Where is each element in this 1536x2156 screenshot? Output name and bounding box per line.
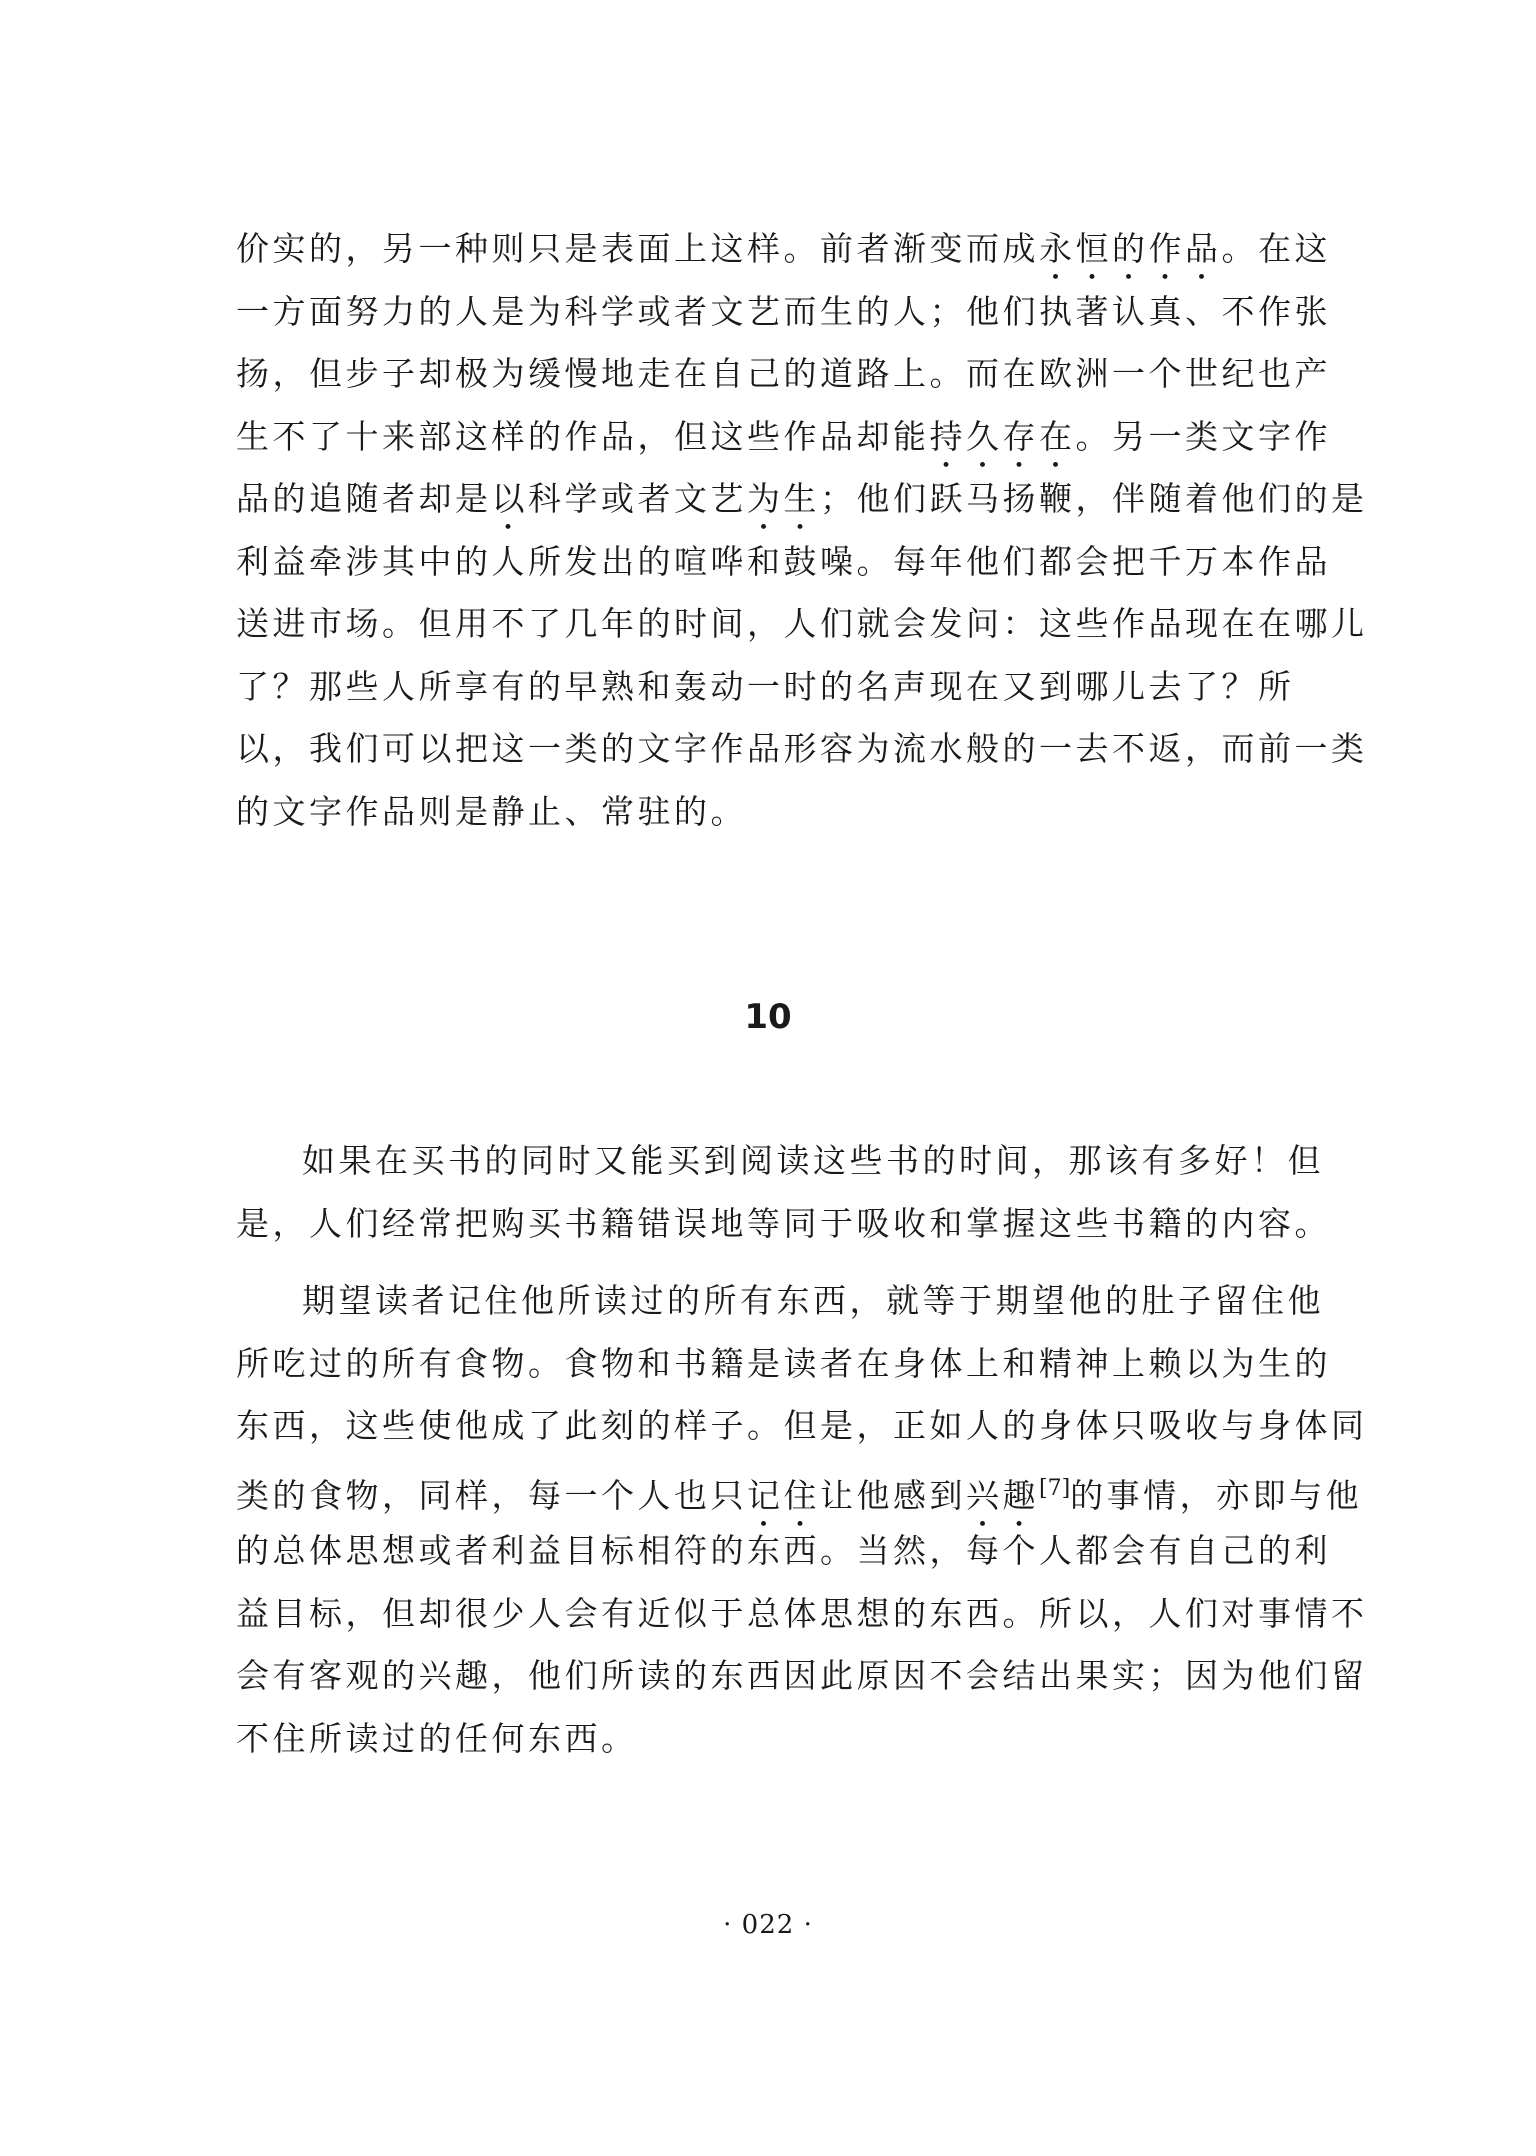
text-line: 一方面努力的人是为科学或者文艺而生的人；他们执著认真、不作张 xyxy=(236,291,1331,331)
text-line: 期望读者记住他所读过的所有东西，就等于期望他的肚子留住他 xyxy=(302,1281,1324,1320)
text-line: 以，我们可以把这一类的文字作品形容为流水般的一去不返，而前一类 xyxy=(236,729,1368,768)
text-run: 科学或者文艺 xyxy=(528,479,747,518)
text-line: 东西，这些使他成了此刻的样子。但是，正如人的身体只吸收与身体同 xyxy=(236,1406,1368,1445)
text-line: 益目标，但却很少人会有近似于总体思想的东西。所以，人们对事情不 xyxy=(236,1593,1368,1633)
text-line: 不住所读过的任何东西。 xyxy=(236,1718,638,1758)
text-line xyxy=(236,406,1331,469)
text-line xyxy=(236,468,1368,531)
section-number: 10 xyxy=(744,997,792,1037)
text-line: 送进市场。但用不了几年的时间，人们就会发问：这些作品现在在哪儿 xyxy=(236,604,1368,643)
emphasized-text: 永恒的作品 xyxy=(1039,229,1222,268)
text-run: 。另一类文字作 xyxy=(1075,416,1331,456)
text-run: 生不了十来部这样的作品，但这些作品却能 xyxy=(236,416,930,456)
text-line xyxy=(236,1458,1363,1521)
text-run: 品的追随者却是 xyxy=(236,479,492,518)
text-run: 让他感到 xyxy=(820,1475,966,1515)
text-run: ；他们跃马扬鞭，伴随着他们的是 xyxy=(820,479,1368,518)
text-line: 利益牵涉其中的人所发出的喧哗和鼓噪。每年他们都会把千万本作品 xyxy=(236,541,1331,581)
text-line: 是，人们经常把购买书籍错误地等同于吸收和掌握这些书籍的内容。 xyxy=(236,1203,1331,1243)
emphasized-text: 兴趣 xyxy=(966,1475,1039,1515)
emphasized-text: 持久存在 xyxy=(929,416,1076,456)
emphasized-text: 记住 xyxy=(747,1475,820,1515)
text-line: 扬，但步子却极为缓慢地走在自己的道路上。而在欧洲一个世纪也产 xyxy=(236,354,1331,393)
text-run: 的事情，亦即与他 xyxy=(1070,1475,1363,1515)
text-line: 的总体思想或者利益目标相符的东西。当然，每个人都会有自己的利 xyxy=(236,1531,1331,1570)
top-passage xyxy=(236,218,1368,843)
emphasized-text: 为生 xyxy=(747,479,820,518)
text-run: 类的食物，同样，每一个人也只 xyxy=(236,1475,747,1515)
paragraph-2 xyxy=(236,1270,1368,1770)
text-run: 价实的，另一种则只是表面上这样。前者渐变而成 xyxy=(236,229,1039,268)
text-line xyxy=(236,218,1331,281)
text-line: 会有客观的兴趣，他们所读的东西因此原因不会结出果实；因为他们留 xyxy=(236,1656,1368,1695)
page-number: · 022 · xyxy=(723,1910,813,1940)
text-run: 。在这 xyxy=(1221,229,1331,268)
emphasized-text: 以 xyxy=(491,479,528,518)
text-line: 如果在买书的同时又能买到阅读这些书的时间，那该有多好！但 xyxy=(302,1141,1324,1180)
text-line: 的文字作品则是静止、常驻的。 xyxy=(236,791,747,831)
text-line: 所吃过的所有食物。食物和书籍是读者在身体上和精神上赖以为生的 xyxy=(236,1343,1331,1383)
text-line: 了？那些人所享有的早熟和轰动一时的名声现在又到哪儿去了？所 xyxy=(236,666,1295,706)
footnote-reference[interactable]: [7] xyxy=(1039,1475,1071,1501)
paragraph-1 xyxy=(236,1130,1331,1255)
